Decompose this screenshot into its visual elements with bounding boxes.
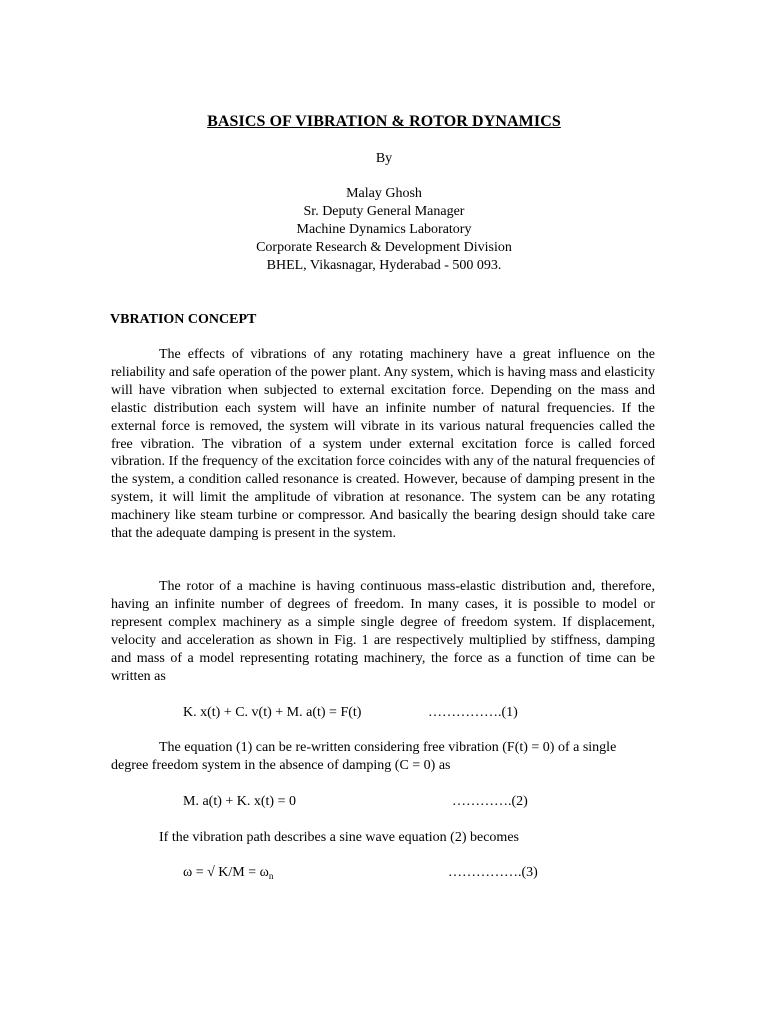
author-name: Malay Ghosh (346, 186, 422, 201)
document-title: BASICS OF VIBRATION & ROTOR DYNAMICS (207, 113, 561, 130)
section-heading: VBRATION CONCEPT (110, 312, 257, 327)
paragraph-3: The equation (1) can be re-written considering free vibration (F(t) = 0) of a single degree freedom system in the absence of damping (C = 0) as (111, 740, 617, 773)
paragraph-4: If the vibration path describes a sine wave equation (2) becomes (159, 830, 519, 845)
author-lab: Machine Dynamics Laboratory (296, 222, 472, 237)
equation-3-subscript: n (268, 871, 274, 881)
paragraph-1: The effects of vibrations of any rotating machinery have a great influence on the reliability and safe operation of the power plant. Any system, which is having mass and elasticity will have vibration when subjected to external excitation force. Depending on the mass and elastic distribution each system will have an infinite number of natural frequencies. If the external force is removed, the system will vibrate in its various natural frequencies called the free vibration. The vibration of a system under external excitation force is called forced vibration. If the frequency of the excitation force coincides with any of the natural frequencies of the system, a condition called resonance is created. However, because of damping present in the system, it will limit the amplitude of vibration at resonance. The system can be any rotating machinery like steam turbine or compressor. And basically the bearing design should take care that the adequate damping is present in the system. (111, 347, 655, 542)
paragraph-2: The rotor of a machine is having continuous mass-elastic distribution and, therefore, having an infinite number of degrees of freedom. In many cases, it is possible to model or represent complex machinery as a simple single degree of freedom system. If displacement, velocity and acceleration as shown in Fig. 1 are respectively multiplied by stiffness, damping and mass of a model representing rotating machinery, the force as a function of time can be written as (111, 579, 655, 684)
equation-3-ref: …………….(3) (448, 865, 538, 880)
author-position: Sr. Deputy General Manager (303, 204, 465, 219)
byline: By (375, 151, 393, 166)
equation-2: M. a(t) + K. x(t) = 0 (183, 794, 296, 809)
equation-3 (183, 864, 273, 885)
author-division: Corporate Research & Development Division (256, 240, 512, 255)
equation-1-ref: …………….(1) (428, 705, 518, 720)
equation-3-main: ω = √ K/M = ω (183, 865, 269, 880)
equation-1: K. x(t) + C. v(t) + M. a(t) = F(t) (183, 705, 362, 720)
equation-2-ref: ………….(2) (452, 794, 528, 809)
author-address: BHEL, Vikasnagar, Hyderabad - 500 093. (266, 258, 502, 273)
